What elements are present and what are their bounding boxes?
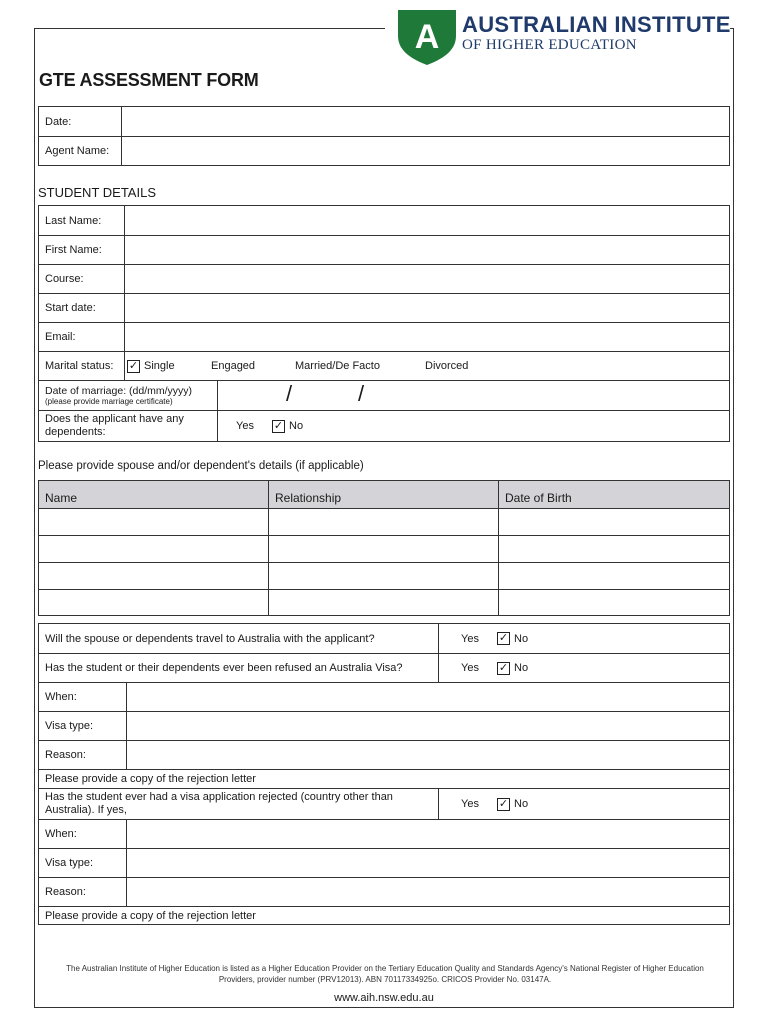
agent-name-field[interactable] [122,137,729,165]
marriage-date-field[interactable] [218,381,729,410]
dependents-table [38,480,730,616]
marriage-date-label: Date of marriage: (dd/mm/yyyy) [45,384,193,397]
agent-name-label: Agent Name: [39,137,122,165]
logo-title: AUSTRALIAN INSTITUTE [462,12,731,37]
date-field[interactable] [122,107,729,136]
table-row [39,508,729,535]
email-field[interactable] [125,323,729,351]
visa-type-label: Visa type: [39,849,127,877]
dependent-relationship-cell[interactable] [269,536,499,562]
refused-yes-option[interactable]: Yes [461,662,479,674]
visa-type-field[interactable] [127,712,729,740]
table-row [39,562,729,589]
column-header-name: Name [39,481,269,508]
reason-field[interactable] [127,878,729,906]
marital-status-options [125,352,729,380]
checked-checkbox-icon[interactable]: ✓ [498,661,509,674]
dependent-relationship-cell[interactable] [269,509,499,535]
rejected-question: Has the student ever had a visa application rejected (country other than Australia). If yes, [39,789,439,819]
shield-logo-icon [396,8,458,66]
dependent-relationship-cell[interactable] [269,590,499,615]
when-field[interactable] [127,683,729,711]
institute-logo [396,8,731,66]
logo-subtitle: OF HIGHER EDUCATION [462,37,637,53]
marriage-date-label-cell [39,381,218,410]
checked-checkbox-icon[interactable]: ✓ [128,359,139,372]
rejection-letter-note: Please provide a copy of the rejection letter [45,909,256,922]
when-label: When: [39,820,127,848]
first-name-label: First Name: [39,236,125,264]
dependent-name-cell[interactable] [39,536,269,562]
dependent-name-cell[interactable] [39,563,269,589]
svg-text:A: A [414,18,440,56]
website-link[interactable]: www.aih.nsw.edu.au [334,992,434,1004]
student-table [38,205,730,442]
column-header-dob: Date of Birth [505,490,572,505]
when-field[interactable] [127,820,729,848]
student-details-heading: STUDENT DETAILS [38,185,156,200]
reason-label: Reason: [39,741,127,769]
checked-checkbox-icon[interactable]: ✓ [498,797,509,810]
checked-checkbox-icon[interactable]: ✓ [273,419,284,432]
dependents-heading: Please provide spouse and/or dependent's details (if applicable) [38,460,364,472]
date-separator: / [286,381,293,406]
dependent-name-cell[interactable] [39,590,269,615]
marriage-certificate-note: (please provide marriage certificate) [45,396,173,406]
rejected-no-option[interactable]: ✓ No [498,797,529,810]
dependents-no-option[interactable]: ✓ No [273,419,304,432]
visa-table [38,623,730,925]
when-label: When: [39,683,127,711]
rejected-yes-option[interactable]: Yes [461,798,479,810]
reason-label: Reason: [39,878,127,906]
provider-disclaimer: The Australian Institute of Higher Education is listed as a Higher Education Provider on the Tertiary Education Quality and Standards Agency's National Register of Higher Education Providers, provider number (PRV12013). ABN 70117334925o. CRICOS Provider No. 03147A. [66,964,704,984]
dependent-dob-cell[interactable] [499,590,729,615]
rejection-letter-note: Please provide a copy of the rejection letter [45,773,256,785]
dependent-relationship-cell[interactable] [269,563,499,589]
start-date-field[interactable] [125,294,729,322]
table-row [39,535,729,562]
date-label: Date: [39,107,122,136]
marital-status-label: Marital status: [39,352,125,380]
dependents-label: Does the applicant have any dependents: [39,411,218,441]
first-name-field[interactable] [125,236,729,264]
course-field[interactable] [125,265,729,293]
visa-type-label: Visa type: [39,712,127,740]
refused-question: Has the student or their dependents ever been refused an Australia Visa? [39,654,439,682]
travel-question: Will the spouse or dependents travel to Australia with the applicant? [39,624,439,653]
form-title: GTE ASSESSMENT FORM [39,70,259,90]
marital-option-married[interactable]: Married/De Facto [295,360,380,372]
last-name-label: Last Name: [39,206,125,235]
marital-option-divorced[interactable]: Divorced [425,360,469,372]
column-header-relationship: Relationship [269,481,499,508]
dependent-dob-cell[interactable] [499,509,729,535]
dependent-name-cell[interactable] [39,509,269,535]
travel-options [439,624,729,653]
last-name-field[interactable] [125,206,729,235]
dependents-options [218,411,729,441]
marital-option-single[interactable]: ✓ Single [128,359,175,372]
start-date-label: Start date: [39,294,125,322]
travel-no-option[interactable]: ✓ No [498,632,529,645]
visa-type-field[interactable] [127,849,729,877]
refused-no-option[interactable]: ✓ No [498,661,529,674]
table-row [39,589,729,615]
checked-checkbox-icon[interactable]: ✓ [498,632,509,644]
dependent-dob-cell[interactable] [499,536,729,562]
travel-yes-option[interactable]: Yes [461,632,479,645]
marital-option-engaged[interactable]: Engaged [211,360,256,372]
agent-table [38,106,730,166]
date-separator: / [358,381,365,406]
email-label: Email: [39,323,125,351]
refused-options [439,654,729,682]
dependent-dob-cell[interactable] [499,563,729,589]
reason-field[interactable] [127,741,729,769]
dependents-yes-option[interactable]: Yes [236,420,254,432]
rejected-options [439,789,729,819]
course-label: Course: [39,265,125,293]
